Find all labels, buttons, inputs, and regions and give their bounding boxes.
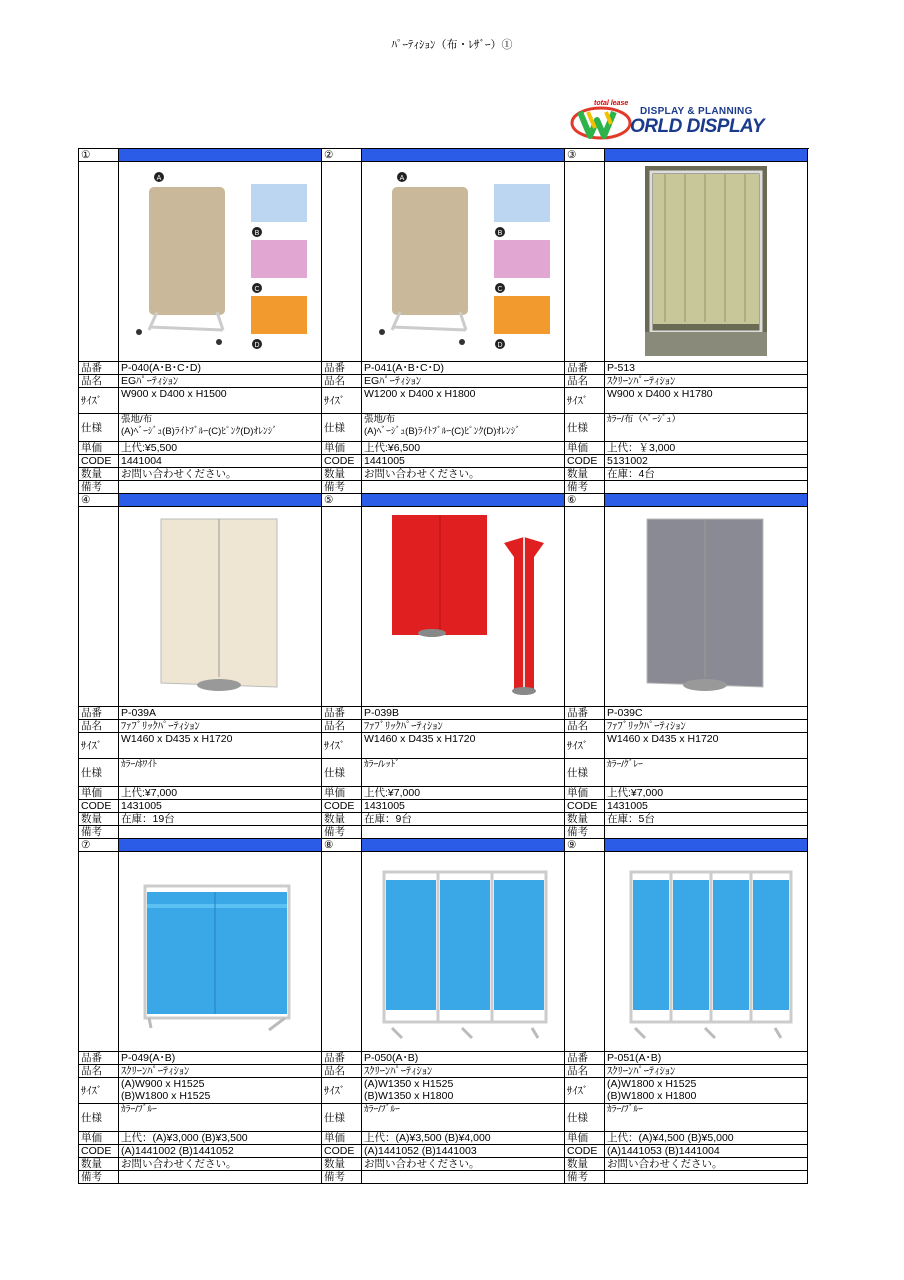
row-tanka: [79, 1132, 809, 1145]
line-1: (A)W1800 x H1525: [607, 1078, 697, 1090]
line-1: ｶﾗｰ/布（ﾍﾞｰｼﾞｭ）: [607, 414, 681, 425]
value-size: [605, 388, 808, 414]
label-suryo: 数量: [322, 1158, 362, 1171]
value-code: (A)1441002 (B)1441052: [119, 1145, 322, 1158]
row-shiyo: [79, 414, 809, 442]
label-tanka: 単価: [565, 787, 605, 800]
line-1: W1200 x D400 x H1800: [364, 388, 476, 400]
item-number: ⑤: [322, 494, 362, 507]
line-2: (B)W1350 x H1800: [364, 1090, 454, 1102]
svg-text:B: B: [497, 230, 503, 237]
product-photo-3: [605, 162, 808, 362]
line-2: (A)ﾍﾞｰｼﾞｭ(B)ﾗｲﾄﾌﾞﾙｰ(C)ﾋﾟﾝｸ(D)ｵﾚﾝｼﾞ: [121, 426, 278, 437]
image-row: [79, 507, 809, 707]
row-hinmei: [79, 1065, 809, 1078]
row-hinmei: [79, 375, 809, 388]
value-suryo: お問い合わせください。: [119, 1158, 322, 1171]
row-code: [79, 800, 809, 813]
label-code: CODE: [565, 455, 605, 468]
label-shiyo: 仕様: [79, 1104, 119, 1132]
value-hinmei: EGﾊﾟｰﾃｨｼｮﾝ: [362, 375, 565, 388]
value-tanka: 上代：(A)¥4,500 (B)¥5,000: [605, 1132, 808, 1145]
label-hinmei: 品名: [565, 375, 605, 388]
label-biko: 備考: [79, 481, 119, 494]
value-tanka: 上代:¥5,500: [119, 442, 322, 455]
value-biko: [605, 826, 808, 839]
label-code: CODE: [322, 800, 362, 813]
label-shiyo: 仕様: [565, 1104, 605, 1132]
row-size: [79, 388, 809, 414]
value-suryo: お問い合わせください。: [605, 1158, 808, 1171]
value-hinmei: ｽｸﾘｰﾝﾊﾟｰﾃｨｼｮﾝ: [362, 1065, 565, 1078]
label-biko: 備考: [565, 481, 605, 494]
header-bar: [605, 149, 808, 162]
label-size: ｻｲｽﾞ: [322, 388, 362, 414]
value-shiyo: [119, 759, 322, 787]
svg-text:D: D: [254, 342, 260, 349]
header-bar: [362, 494, 565, 507]
value-size: [119, 733, 322, 759]
label-size: ｻｲｽﾞ: [79, 1078, 119, 1104]
label-biko: 備考: [565, 826, 605, 839]
label-hinmei: 品名: [322, 375, 362, 388]
item-number: ④: [79, 494, 119, 507]
image-spacer: [322, 507, 362, 707]
line-1: ｶﾗｰ/ﾌﾞﾙｰ: [121, 1104, 157, 1115]
label-hinban: 品番: [79, 707, 119, 720]
label-tanka: 単価: [322, 442, 362, 455]
header-bar: [119, 839, 322, 852]
value-shiyo: [605, 759, 808, 787]
line-1: W900 x D400 x H1780: [607, 388, 713, 400]
product-image-cell: [362, 852, 565, 1052]
value-suryo: 在庫：4台: [605, 468, 808, 481]
svg-text:A: A: [156, 175, 162, 182]
value-hinban: P-041(A･B･C･D): [362, 362, 565, 375]
block-header-row: [79, 494, 809, 507]
label-hinban: 品番: [322, 707, 362, 720]
value-hinban: P-513: [605, 362, 808, 375]
label-hinmei: 品名: [565, 1065, 605, 1078]
label-hinban: 品番: [322, 1052, 362, 1065]
value-tanka: 上代：￥3,000: [605, 442, 808, 455]
label-biko: 備考: [322, 481, 362, 494]
label-hinban: 品番: [565, 1052, 605, 1065]
value-hinban: P-039C: [605, 707, 808, 720]
svg-text:C: C: [254, 286, 260, 293]
logo-line2: ORLD DISPLAY: [630, 116, 765, 137]
label-hinmei: 品名: [322, 720, 362, 733]
value-hinmei: ﾌｧﾌﾞﾘｯｸﾊﾟｰﾃｨｼｮﾝ: [362, 720, 565, 733]
product-image-cell: [605, 162, 808, 362]
line-1: ｶﾗｰ/ﾌﾞﾙｰ: [364, 1104, 400, 1115]
value-shiyo: [119, 1104, 322, 1132]
block-header-row: [79, 149, 809, 162]
value-shiyo: [362, 1104, 565, 1132]
label-hinban: 品番: [79, 362, 119, 375]
row-suryo: [79, 1158, 809, 1171]
label-suryo: 数量: [565, 468, 605, 481]
label-size: ｻｲｽﾞ: [79, 388, 119, 414]
product-table: [78, 148, 809, 1184]
value-suryo: お問い合わせください。: [362, 1158, 565, 1171]
value-suryo: お問い合わせください。: [119, 468, 322, 481]
label-hinmei: 品名: [322, 1065, 362, 1078]
image-spacer: [322, 852, 362, 1052]
image-spacer: [565, 162, 605, 362]
value-hinmei: ﾌｧﾌﾞﾘｯｸﾊﾟｰﾃｨｼｮﾝ: [605, 720, 808, 733]
image-spacer: [79, 852, 119, 1052]
item-number: ⑧: [322, 839, 362, 852]
item-number: ①: [79, 149, 119, 162]
label-tanka: 単価: [565, 442, 605, 455]
row-hinban: [79, 1052, 809, 1065]
value-biko: [119, 481, 322, 494]
image-spacer: [322, 162, 362, 362]
product-photo-8: [362, 852, 565, 1052]
value-hinmei: ﾌｧﾌﾞﾘｯｸﾊﾟｰﾃｨｼｮﾝ: [119, 720, 322, 733]
line-1: ｶﾗｰ/ｸﾞﾚｰ: [607, 759, 643, 770]
line-2: (B)W1800 x H1525: [121, 1090, 211, 1102]
logo-line1: DISPLAY & PLANNING: [640, 106, 753, 117]
label-size: ｻｲｽﾞ: [565, 388, 605, 414]
label-shiyo: 仕様: [79, 414, 119, 442]
item-number: ⑥: [565, 494, 605, 507]
label-code: CODE: [79, 455, 119, 468]
value-biko: [362, 481, 565, 494]
page-title: ﾊﾟｰﾃｨｼｮﾝ（布・ﾚｻﾞｰ）①: [391, 39, 513, 51]
label-hinban: 品番: [322, 362, 362, 375]
label-hinban: 品番: [565, 362, 605, 375]
row-code: [79, 455, 809, 468]
value-code: 1441005: [362, 455, 565, 468]
label-shiyo: 仕様: [79, 759, 119, 787]
row-hinban: [79, 707, 809, 720]
row-suryo: [79, 813, 809, 826]
row-hinmei: [79, 720, 809, 733]
svg-text:C: C: [497, 286, 503, 293]
label-code: CODE: [322, 1145, 362, 1158]
value-suryo: お問い合わせください。: [362, 468, 565, 481]
image-spacer: [79, 162, 119, 362]
label-biko: 備考: [565, 1171, 605, 1184]
product-image-cell: [605, 507, 808, 707]
row-code: [79, 1145, 809, 1158]
value-shiyo: [119, 414, 322, 442]
label-suryo: 数量: [79, 468, 119, 481]
product-image-cell: [119, 852, 322, 1052]
label-code: CODE: [79, 800, 119, 813]
value-biko: [362, 826, 565, 839]
product-photo-9: [605, 852, 808, 1052]
label-tanka: 単価: [79, 787, 119, 800]
header-bar: [605, 494, 808, 507]
item-number: ⑨: [565, 839, 605, 852]
item-number: ③: [565, 149, 605, 162]
product-photo-2: [362, 162, 565, 362]
item-number: ⑦: [79, 839, 119, 852]
label-hinmei: 品名: [79, 375, 119, 388]
value-biko: [119, 1171, 322, 1184]
row-biko: [79, 826, 809, 839]
row-shiyo: [79, 759, 809, 787]
value-tanka: 上代：(A)¥3,500 (B)¥4,000: [362, 1132, 565, 1145]
row-tanka: [79, 787, 809, 800]
line-1: 張地/布: [121, 414, 153, 425]
label-tanka: 単価: [79, 442, 119, 455]
product-image-cell: [605, 852, 808, 1052]
header-bar: [119, 149, 322, 162]
label-size: ｻｲｽﾞ: [322, 1078, 362, 1104]
label-hinmei: 品名: [79, 720, 119, 733]
label-code: CODE: [322, 455, 362, 468]
line-2: (A)ﾍﾞｰｼﾞｭ(B)ﾗｲﾄﾌﾞﾙｰ(C)ﾋﾟﾝｸ(D)ｵﾚﾝｼﾞ: [364, 426, 521, 437]
value-hinban: P-051(A･B): [605, 1052, 808, 1065]
logo-w-mark-icon: [570, 106, 632, 140]
line-1: (A)W1350 x H1525: [364, 1078, 454, 1090]
svg-text:A: A: [399, 175, 405, 182]
header-bar: [605, 839, 808, 852]
label-hinban: 品番: [565, 707, 605, 720]
value-code: 1431005: [119, 800, 322, 813]
line-1: W1460 x D435 x H1720: [364, 733, 476, 745]
label-hinmei: 品名: [565, 720, 605, 733]
label-shiyo: 仕様: [322, 759, 362, 787]
label-biko: 備考: [79, 1171, 119, 1184]
label-suryo: 数量: [79, 1158, 119, 1171]
value-shiyo: [605, 1104, 808, 1132]
value-tanka: 上代:¥7,000: [362, 787, 565, 800]
row-size: [79, 733, 809, 759]
label-size: ｻｲｽﾞ: [565, 733, 605, 759]
product-image-cell: [119, 162, 322, 362]
header-bar: [119, 494, 322, 507]
line-1: 張地/布: [364, 414, 396, 425]
row-shiyo: [79, 1104, 809, 1132]
row-size: [79, 1078, 809, 1104]
label-tanka: 単価: [322, 1132, 362, 1145]
product-photo-6: [605, 507, 808, 707]
product-image-cell: [119, 507, 322, 707]
value-suryo: 在庫：9台: [362, 813, 565, 826]
label-shiyo: 仕様: [322, 414, 362, 442]
value-biko: [119, 826, 322, 839]
value-hinban: P-049(A･B): [119, 1052, 322, 1065]
value-hinmei: EGﾊﾟｰﾃｨｼｮﾝ: [119, 375, 322, 388]
row-tanka: [79, 442, 809, 455]
value-size: [605, 1078, 808, 1104]
label-hinban: 品番: [79, 1052, 119, 1065]
label-tanka: 単価: [79, 1132, 119, 1145]
value-code: 1431005: [362, 800, 565, 813]
row-suryo: [79, 468, 809, 481]
value-size: [362, 1078, 565, 1104]
label-hinmei: 品名: [79, 1065, 119, 1078]
label-biko: 備考: [322, 826, 362, 839]
image-spacer: [565, 507, 605, 707]
value-tanka: 上代：(A)¥3,000 (B)¥3,500: [119, 1132, 322, 1145]
value-shiyo: [362, 414, 565, 442]
value-code: 1441004: [119, 455, 322, 468]
label-suryo: 数量: [322, 468, 362, 481]
value-size: [362, 733, 565, 759]
value-hinmei: ｽｸﾘｰﾝﾊﾟｰﾃｨｼｮﾝ: [605, 375, 808, 388]
label-size: ｻｲｽﾞ: [322, 733, 362, 759]
row-biko: [79, 1171, 809, 1184]
value-code: (A)1441053 (B)1441004: [605, 1145, 808, 1158]
value-hinmei: ｽｸﾘｰﾝﾊﾟｰﾃｨｼｮﾝ: [119, 1065, 322, 1078]
line-1: ｶﾗｰ/ﾎﾜｲﾄ: [121, 759, 157, 770]
value-shiyo: [362, 759, 565, 787]
label-shiyo: 仕様: [322, 1104, 362, 1132]
value-code: 1431005: [605, 800, 808, 813]
value-tanka: 上代:¥7,000: [605, 787, 808, 800]
value-shiyo: [605, 414, 808, 442]
label-shiyo: 仕様: [565, 759, 605, 787]
row-biko: [79, 481, 809, 494]
line-1: W900 x D400 x H1500: [121, 388, 227, 400]
line-1: ｶﾗｰ/ﾚｯﾄﾞ: [364, 759, 400, 770]
value-size: [119, 1078, 322, 1104]
image-spacer: [79, 507, 119, 707]
value-biko: [605, 481, 808, 494]
value-hinban: P-039A: [119, 707, 322, 720]
value-hinban: P-050(A･B): [362, 1052, 565, 1065]
value-suryo: 在庫：5台: [605, 813, 808, 826]
image-row: [79, 162, 809, 362]
label-suryo: 数量: [79, 813, 119, 826]
value-biko: [362, 1171, 565, 1184]
item-number: ②: [322, 149, 362, 162]
value-hinban: P-039B: [362, 707, 565, 720]
header-bar: [362, 149, 565, 162]
line-1: (A)W900 x H1525: [121, 1078, 205, 1090]
value-size: [119, 388, 322, 414]
line-1: W1460 x D435 x H1720: [607, 733, 719, 745]
label-suryo: 数量: [565, 813, 605, 826]
value-hinmei: ｽｸﾘｰﾝﾊﾟｰﾃｨｼｮﾝ: [605, 1065, 808, 1078]
world-display-logo: [570, 100, 810, 142]
label-shiyo: 仕様: [565, 414, 605, 442]
value-biko: [605, 1171, 808, 1184]
line-1: W1460 x D435 x H1720: [121, 733, 233, 745]
image-row: [79, 852, 809, 1052]
label-tanka: 単価: [565, 1132, 605, 1145]
line-1: ｶﾗｰ/ﾌﾞﾙｰ: [607, 1104, 643, 1115]
product-photo-7: [119, 852, 322, 1052]
product-photo-5: [362, 507, 565, 707]
product-image-cell: [362, 507, 565, 707]
value-tanka: 上代:¥7,000: [119, 787, 322, 800]
line-2: (B)W1800 x H1800: [607, 1090, 697, 1102]
svg-text:B: B: [254, 230, 260, 237]
value-hinban: P-040(A･B･C･D): [119, 362, 322, 375]
label-code: CODE: [565, 800, 605, 813]
label-size: ｻｲｽﾞ: [79, 733, 119, 759]
value-tanka: 上代:¥6,500: [362, 442, 565, 455]
row-hinban: [79, 362, 809, 375]
value-size: [605, 733, 808, 759]
label-biko: 備考: [322, 1171, 362, 1184]
value-code: (A)1441052 (B)1441003: [362, 1145, 565, 1158]
product-photo-1: [119, 162, 322, 362]
label-size: ｻｲｽﾞ: [565, 1078, 605, 1104]
svg-text:D: D: [497, 342, 503, 349]
block-header-row: [79, 839, 809, 852]
label-biko: 備考: [79, 826, 119, 839]
label-code: CODE: [565, 1145, 605, 1158]
label-tanka: 単価: [322, 787, 362, 800]
value-suryo: 在庫：19台: [119, 813, 322, 826]
label-suryo: 数量: [565, 1158, 605, 1171]
header-bar: [362, 839, 565, 852]
value-size: [362, 388, 565, 414]
label-code: CODE: [79, 1145, 119, 1158]
value-code: 5131002: [605, 455, 808, 468]
product-photo-4: [119, 507, 322, 707]
image-spacer: [565, 852, 605, 1052]
product-image-cell: [362, 162, 565, 362]
logo-tagline: total lease: [594, 100, 629, 107]
label-suryo: 数量: [322, 813, 362, 826]
